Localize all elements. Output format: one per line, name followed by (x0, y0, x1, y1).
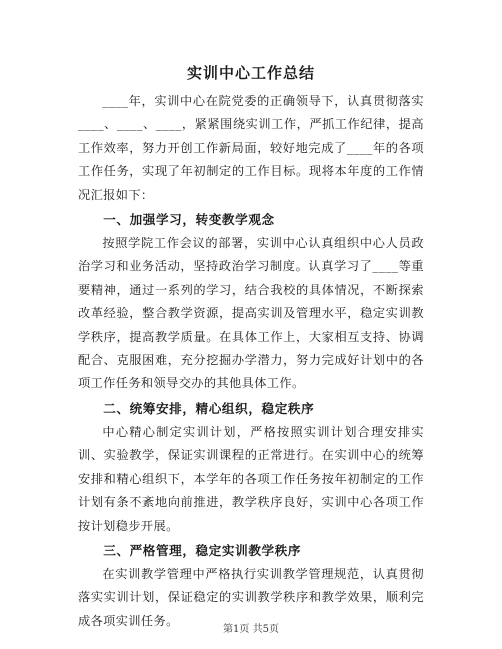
section-2-paragraph: 中心精心制定实训计划，严格按照实训计划合理安排实训、实验教学，保证实训课程的正常进行。在实训中心的统筹安排和精心组织下，本学年的各项工作任务按年初制定的工作计划有条不紊地向前推进，教学秩序良好，实训中心各项工作按计划稳步开展。 (78, 424, 424, 533)
page-number-footer: 第1页 共5页 (223, 624, 279, 635)
section-3-paragraph: 在实训教学管理中严格执行实训教学管理规范，认真贯彻落实实训计划，保证稳定的实训教学秩序和教学效果，顺利完成各项实训任务。 (78, 566, 424, 628)
intro-paragraph: ____年，实训中心在院党委的正确领导下，认真贯彻落实____、____、____，紧紧围绕实训工作，严抓工作纪律，提高工作效率，努力开创工作新局面，较好地完成了____年的各项工作任务，实现了年初制定的工作目标。现将本年度的工作情况汇报如下： (78, 94, 424, 202)
section-heading-3: 三、严格管理，稳定实训教学秩序 (103, 542, 302, 558)
section-heading-2: 二、统筹安排，精心组织，稳定秩序 (103, 400, 315, 416)
section-1-paragraph: 按照学院工作会议的部署，实训中心认真组织中心人员政治学习和业务活动，坚持政治学习制度。认真学习了____等重要精神，通过一系列的学习，结合我校的具体情况，不断探索改革经验，整合教学资源，提高实训及管理水平，稳定实训教学秩序，提高教学质量。在具体工作上，大家相互支持、协调配合、克服困难，充分挖掘办学潜力，努力完成好计划中的各项工作任务和领导交办的其他具体工作。 (78, 236, 424, 391)
document-body (78, 90, 424, 633)
document-title: 实训中心工作总结 (186, 64, 315, 82)
section-heading-1: 一、加强学习，转变教学观念 (103, 212, 275, 228)
